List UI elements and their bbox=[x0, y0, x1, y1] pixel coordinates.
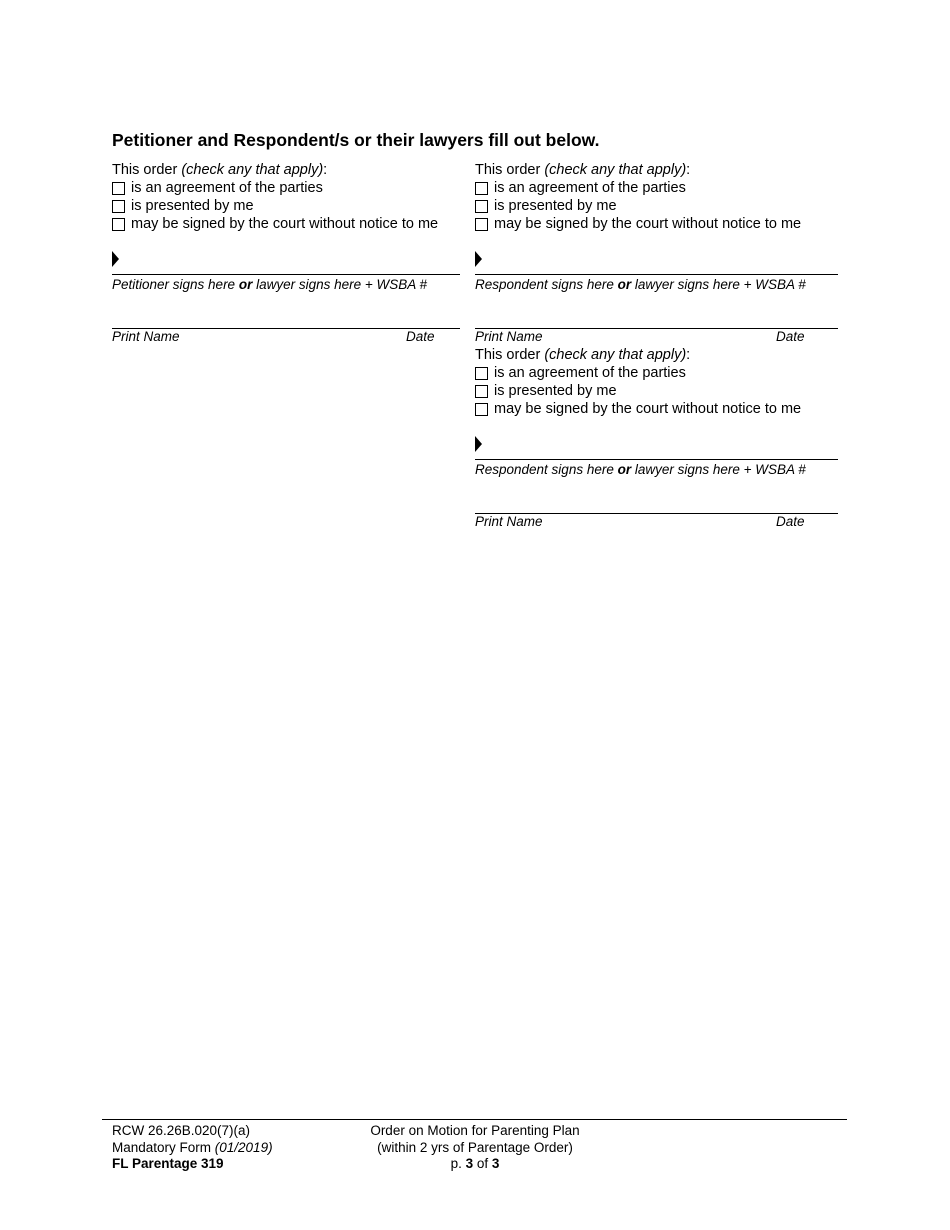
petitioner-signature-field[interactable] bbox=[112, 247, 460, 275]
without-notice-checkbox[interactable] bbox=[112, 218, 125, 231]
petitioner-name-field[interactable] bbox=[112, 301, 460, 329]
order-intro: This order (check any that apply): bbox=[112, 162, 328, 178]
section-heading: Petitioner and Respondent/s or their lawyers fill out below. bbox=[112, 130, 600, 150]
respondent-signature-caption: Respondent signs here or lawyer signs here + WSBA # bbox=[475, 277, 806, 292]
signature-line bbox=[112, 274, 460, 275]
agreement-checkbox[interactable] bbox=[112, 182, 125, 195]
petitioner-name-caption bbox=[112, 329, 460, 345]
agreement-checkbox[interactable] bbox=[475, 367, 488, 380]
respondent-name-field[interactable] bbox=[475, 486, 838, 514]
respondent-block-1 bbox=[475, 161, 840, 345]
option-presented: is presented by me bbox=[475, 382, 840, 400]
respondent-signature-caption: Respondent signs here or lawyer signs here + WSBA # bbox=[475, 462, 806, 477]
option-agreement: is an agreement of the parties bbox=[112, 179, 477, 197]
sign-here-arrow-icon bbox=[475, 251, 482, 267]
option-without-notice: may be signed by the court without notice to me bbox=[112, 215, 477, 233]
sign-here-arrow-icon bbox=[475, 436, 482, 452]
date-label: Date bbox=[776, 329, 805, 344]
option-without-notice: may be signed by the court without notice to me bbox=[475, 215, 840, 233]
respondent-name-caption bbox=[475, 514, 838, 530]
date-label: Date bbox=[406, 329, 435, 344]
mandatory-form-label: Mandatory Form (01/2019) bbox=[112, 1139, 273, 1155]
respondent-block-2 bbox=[475, 346, 840, 530]
date-label: Date bbox=[776, 514, 805, 529]
footer-rule bbox=[102, 1119, 847, 1120]
signature-line bbox=[475, 459, 838, 460]
agreement-checkbox[interactable] bbox=[475, 182, 488, 195]
petitioner-signature-caption: Petitioner signs here or lawyer signs here + WSBA # bbox=[112, 277, 428, 292]
rcw-citation: RCW 26.26B.020(7)(a) bbox=[112, 1123, 251, 1138]
footer-left bbox=[112, 1123, 273, 1173]
order-intro: This order (check any that apply): bbox=[475, 347, 691, 363]
option-presented: is presented by me bbox=[112, 197, 477, 215]
sign-here-arrow-icon bbox=[112, 251, 119, 267]
footer-center bbox=[340, 1123, 610, 1173]
presented-checkbox[interactable] bbox=[475, 385, 488, 398]
page-number: p. 3 of 3 bbox=[450, 1156, 500, 1171]
print-name-label: Print Name bbox=[475, 514, 543, 529]
option-without-notice: may be signed by the court without notice to me bbox=[475, 400, 840, 418]
respondent-name-caption bbox=[475, 329, 838, 345]
option-agreement: is an agreement of the parties bbox=[475, 179, 840, 197]
print-name-label: Print Name bbox=[112, 329, 180, 344]
petitioner-block bbox=[112, 161, 477, 345]
without-notice-checkbox[interactable] bbox=[475, 218, 488, 231]
option-presented: is presented by me bbox=[475, 197, 840, 215]
respondent-signature-field[interactable] bbox=[475, 247, 838, 275]
print-name-label: Print Name bbox=[475, 329, 543, 344]
presented-checkbox[interactable] bbox=[112, 200, 125, 213]
signature-line bbox=[475, 274, 838, 275]
respondent-name-field[interactable] bbox=[475, 301, 838, 329]
form-id: FL Parentage 319 bbox=[112, 1156, 224, 1171]
option-agreement: is an agreement of the parties bbox=[475, 364, 840, 382]
without-notice-checkbox[interactable] bbox=[475, 403, 488, 416]
presented-checkbox[interactable] bbox=[475, 200, 488, 213]
order-intro: This order (check any that apply): bbox=[475, 162, 691, 178]
form-title: Order on Motion for Parenting Plan bbox=[370, 1123, 580, 1138]
form-subtitle: (within 2 yrs of Parentage Order) bbox=[377, 1139, 573, 1155]
respondent-signature-field[interactable] bbox=[475, 432, 838, 460]
